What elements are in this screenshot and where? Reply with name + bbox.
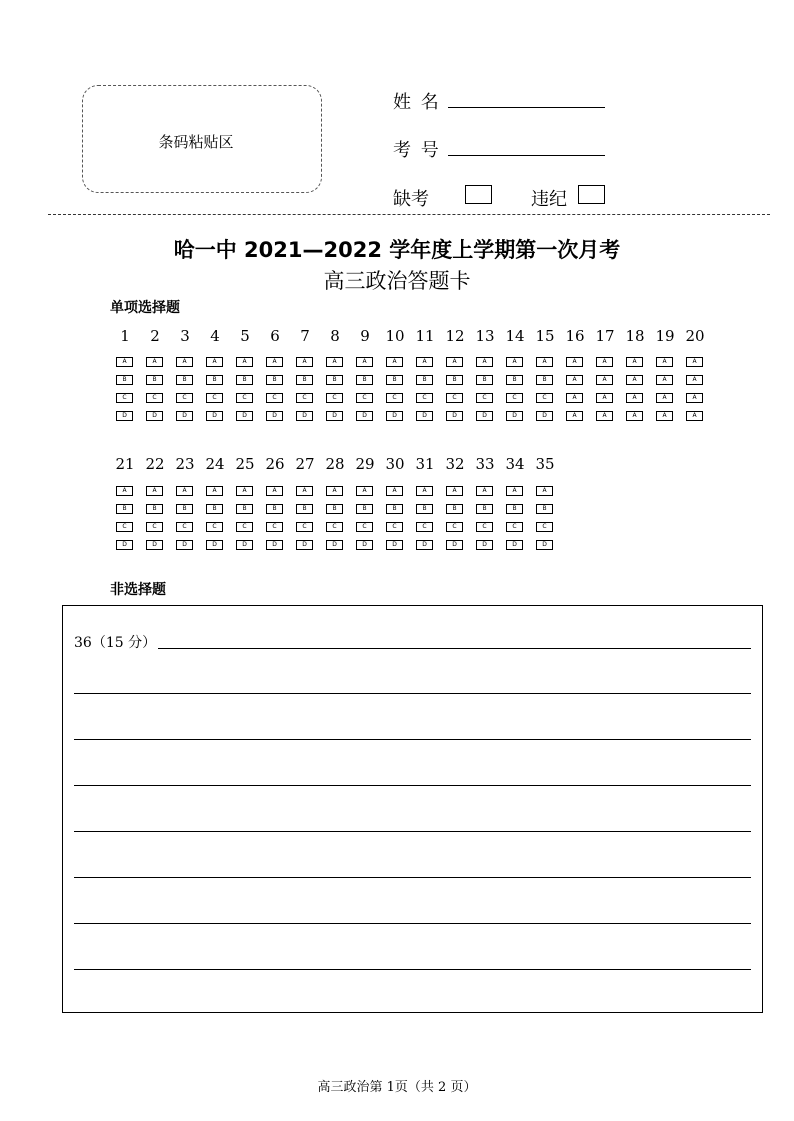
answer-bubble[interactable]: D	[296, 411, 313, 421]
answer-bubble[interactable]: A	[536, 357, 553, 367]
answer-bubble[interactable]: B	[326, 504, 343, 514]
answer-bubble[interactable]: A	[626, 393, 643, 403]
answer-bubble[interactable]: A	[446, 486, 463, 496]
answer-bubble[interactable]: B	[146, 375, 163, 385]
answer-bubble[interactable]: D	[476, 411, 493, 421]
question-number: 3	[180, 327, 190, 345]
answer-bubble[interactable]: B	[476, 504, 493, 514]
answer-bubble[interactable]: C	[266, 393, 283, 403]
answer-bubble[interactable]: C	[536, 522, 553, 532]
answer-bubble[interactable]: A	[566, 411, 583, 421]
answer-bubble[interactable]: A	[266, 486, 283, 496]
violation-checkbox[interactable]	[578, 185, 605, 204]
question-number: 8	[330, 327, 340, 345]
answer-bubble[interactable]: A	[326, 357, 343, 367]
answer-bubble[interactable]: A	[566, 393, 583, 403]
answer-bubble[interactable]: A	[236, 486, 253, 496]
answer-bubble[interactable]: B	[146, 504, 163, 514]
answer-bubble[interactable]: D	[176, 411, 193, 421]
answer-bubble[interactable]: B	[446, 375, 463, 385]
question-number: 20	[685, 327, 705, 345]
absent-label: 缺考	[393, 189, 429, 210]
answer-bubble[interactable]: A	[686, 393, 703, 403]
answer-bubble[interactable]: D	[506, 540, 523, 550]
answer-bubble[interactable]: C	[176, 393, 193, 403]
exam-number-field[interactable]	[448, 155, 605, 156]
answer-bubble[interactable]: B	[206, 375, 223, 385]
answer-bubble[interactable]: A	[656, 393, 673, 403]
question-number: 1	[120, 327, 130, 345]
answer-bubble[interactable]: C	[236, 522, 253, 532]
answer-bubble[interactable]: C	[116, 522, 133, 532]
answer-bubble[interactable]: B	[506, 375, 523, 385]
question-number: 29	[355, 455, 375, 473]
answer-bubble[interactable]: B	[266, 504, 283, 514]
answer-bubble[interactable]: C	[296, 393, 313, 403]
question-number: 27	[295, 455, 315, 473]
answer-bubble[interactable]: C	[206, 522, 223, 532]
answer-bubble[interactable]: A	[626, 411, 643, 421]
answer-bubble[interactable]: D	[416, 540, 433, 550]
answer-bubble[interactable]: A	[686, 357, 703, 367]
answer-bubble[interactable]: A	[266, 357, 283, 367]
answer-bubble[interactable]: B	[266, 375, 283, 385]
answer-bubble[interactable]: A	[176, 357, 193, 367]
question-number: 23	[175, 455, 195, 473]
question-number: 9	[360, 327, 370, 345]
answer-bubble[interactable]: D	[356, 540, 373, 550]
question-number: 28	[325, 455, 345, 473]
question-number: 25	[235, 455, 255, 473]
answer-bubble[interactable]: C	[416, 393, 433, 403]
answer-bubble[interactable]: B	[236, 375, 253, 385]
answer-bubble[interactable]: D	[416, 411, 433, 421]
answer-bubble[interactable]: A	[116, 486, 133, 496]
name-label: 姓 名	[393, 92, 441, 113]
question-number: 12	[445, 327, 465, 345]
answer-line[interactable]	[74, 969, 751, 970]
answer-bubble[interactable]: A	[296, 486, 313, 496]
answer-bubble[interactable]: B	[296, 504, 313, 514]
question-number: 11	[415, 327, 435, 345]
question-number: 33	[475, 455, 495, 473]
answer-bubble[interactable]: A	[296, 357, 313, 367]
answer-bubble[interactable]: A	[596, 411, 613, 421]
answer-bubble[interactable]: C	[446, 393, 463, 403]
page-subtitle: 高三政治答题卡	[323, 269, 471, 293]
answer-bubble[interactable]: D	[326, 411, 343, 421]
question-number: 34	[505, 455, 525, 473]
answer-bubble[interactable]: B	[296, 375, 313, 385]
answer-bubble[interactable]: A	[536, 486, 553, 496]
answer-bubble[interactable]: A	[386, 486, 403, 496]
answer-bubble[interactable]: B	[416, 375, 433, 385]
essay-answer-box	[62, 605, 763, 1013]
answer-bubble[interactable]: B	[356, 504, 373, 514]
answer-bubble[interactable]: D	[236, 540, 253, 550]
answer-bubble[interactable]: B	[536, 375, 553, 385]
answer-bubble[interactable]: D	[536, 411, 553, 421]
answer-bubble[interactable]: D	[296, 540, 313, 550]
answer-bubble[interactable]: C	[236, 393, 253, 403]
answer-bubble[interactable]: C	[386, 522, 403, 532]
answer-bubble[interactable]: C	[476, 522, 493, 532]
answer-bubble[interactable]: D	[476, 540, 493, 550]
answer-bubble[interactable]: A	[146, 486, 163, 496]
answer-bubble[interactable]: A	[476, 486, 493, 496]
answer-bubble[interactable]: A	[176, 486, 193, 496]
answer-bubble[interactable]: D	[386, 540, 403, 550]
answer-bubble[interactable]: D	[266, 411, 283, 421]
absent-checkbox[interactable]	[465, 185, 492, 204]
question-number: 10	[385, 327, 405, 345]
page-footer: 高三政治第 1页（共 2 页）	[317, 1080, 477, 1095]
answer-bubble[interactable]: B	[176, 504, 193, 514]
answer-bubble[interactable]: A	[686, 411, 703, 421]
essay-section-title: 非选择题	[110, 582, 166, 598]
barcode-label: 条码粘贴区	[158, 133, 234, 151]
answer-bubble[interactable]: D	[206, 540, 223, 550]
answer-bubble[interactable]: C	[416, 522, 433, 532]
answer-bubble[interactable]: A	[356, 486, 373, 496]
answer-bubble[interactable]: B	[386, 504, 403, 514]
answer-bubble[interactable]: B	[176, 375, 193, 385]
answer-bubble[interactable]: C	[326, 393, 343, 403]
answer-bubble[interactable]: D	[146, 540, 163, 550]
answer-bubble[interactable]: D	[386, 411, 403, 421]
answer-bubble[interactable]: D	[326, 540, 343, 550]
answer-bubble[interactable]: D	[536, 540, 553, 550]
answer-bubble[interactable]: A	[236, 357, 253, 367]
answer-bubble[interactable]: B	[236, 504, 253, 514]
answer-bubble[interactable]: B	[356, 375, 373, 385]
answer-bubble[interactable]: A	[626, 375, 643, 385]
answer-bubble[interactable]: C	[266, 522, 283, 532]
question-number: 31	[415, 455, 435, 473]
answer-bubble[interactable]: C	[386, 393, 403, 403]
question-number: 7	[300, 327, 310, 345]
answer-bubble[interactable]: D	[176, 540, 193, 550]
answer-bubble[interactable]: A	[416, 486, 433, 496]
question-number: 32	[445, 455, 465, 473]
answer-bubble[interactable]: C	[356, 522, 373, 532]
answer-bubble[interactable]: C	[296, 522, 313, 532]
question-number: 26	[265, 455, 285, 473]
answer-bubble[interactable]: A	[626, 357, 643, 367]
answer-bubble[interactable]: A	[596, 357, 613, 367]
answer-bubble[interactable]: D	[356, 411, 373, 421]
violation-label: 违纪	[531, 189, 567, 210]
answer-bubble[interactable]: C	[506, 522, 523, 532]
answer-bubble[interactable]: A	[206, 486, 223, 496]
answer-bubble[interactable]: A	[476, 357, 493, 367]
answer-bubble[interactable]: C	[146, 522, 163, 532]
question-number: 24	[205, 455, 225, 473]
answer-line[interactable]	[74, 923, 751, 924]
answer-bubble[interactable]: C	[506, 393, 523, 403]
answer-bubble[interactable]: C	[446, 522, 463, 532]
answer-bubble[interactable]: A	[596, 375, 613, 385]
answer-bubble[interactable]: C	[356, 393, 373, 403]
answer-bubble[interactable]: B	[326, 375, 343, 385]
answer-bubble[interactable]: B	[386, 375, 403, 385]
answer-line[interactable]	[158, 648, 751, 649]
question-number: 4	[210, 327, 220, 345]
question-number: 14	[505, 327, 525, 345]
answer-bubble[interactable]: C	[206, 393, 223, 403]
answer-bubble[interactable]: D	[266, 540, 283, 550]
answer-bubble[interactable]: B	[206, 504, 223, 514]
question-number: 2	[150, 327, 160, 345]
answer-bubble[interactable]: D	[206, 411, 223, 421]
answer-bubble[interactable]: A	[416, 357, 433, 367]
answer-bubble[interactable]: C	[536, 393, 553, 403]
question-number: 17	[595, 327, 615, 345]
answer-bubble[interactable]: C	[176, 522, 193, 532]
cut-line	[48, 214, 770, 215]
question-number: 22	[145, 455, 165, 473]
answer-bubble[interactable]: A	[656, 375, 673, 385]
answer-bubble[interactable]: A	[506, 486, 523, 496]
answer-bubble[interactable]: D	[236, 411, 253, 421]
question-number: 21	[115, 455, 135, 473]
answer-bubble[interactable]: A	[656, 411, 673, 421]
answer-bubble[interactable]: A	[686, 375, 703, 385]
answer-bubble[interactable]: B	[536, 504, 553, 514]
question-number: 19	[655, 327, 675, 345]
answer-bubble[interactable]: A	[206, 357, 223, 367]
question-number: 18	[625, 327, 645, 345]
answer-line[interactable]	[74, 739, 751, 740]
answer-bubble[interactable]: A	[326, 486, 343, 496]
question-number: 35	[535, 455, 555, 473]
answer-bubble[interactable]: D	[446, 411, 463, 421]
answer-bubble[interactable]: A	[566, 357, 583, 367]
answer-bubble[interactable]: B	[116, 504, 133, 514]
question-number: 15	[535, 327, 555, 345]
question-number: 16	[565, 327, 585, 345]
question-number: 13	[475, 327, 495, 345]
answer-bubble[interactable]: A	[146, 357, 163, 367]
answer-bubble[interactable]: A	[356, 357, 373, 367]
answer-bubble[interactable]: A	[566, 375, 583, 385]
answer-line[interactable]	[74, 785, 751, 786]
answer-bubble[interactable]: A	[596, 393, 613, 403]
answer-bubble[interactable]: C	[116, 393, 133, 403]
answer-bubble[interactable]: A	[116, 357, 133, 367]
answer-bubble[interactable]: B	[116, 375, 133, 385]
answer-bubble[interactable]: D	[116, 411, 133, 421]
choice-section-title: 单项选择题	[110, 300, 180, 316]
answer-bubble[interactable]: D	[506, 411, 523, 421]
question-number: 6	[270, 327, 280, 345]
answer-line[interactable]	[74, 693, 751, 694]
answer-bubble[interactable]: C	[146, 393, 163, 403]
answer-bubble[interactable]: D	[146, 411, 163, 421]
answer-bubble[interactable]: B	[506, 504, 523, 514]
answer-line[interactable]	[74, 831, 751, 832]
question-36-label: 36（15 分）	[74, 635, 157, 651]
answer-bubble[interactable]: D	[116, 540, 133, 550]
answer-bubble[interactable]: A	[656, 357, 673, 367]
answer-bubble[interactable]: B	[416, 504, 433, 514]
answer-bubble[interactable]: A	[506, 357, 523, 367]
page-title: 哈一中 2021—2022 学年度上学期第一次月考	[173, 238, 621, 262]
answer-bubble[interactable]: A	[446, 357, 463, 367]
exam-number-label: 考 号	[393, 140, 441, 161]
question-number: 5	[240, 327, 250, 345]
question-number: 30	[385, 455, 405, 473]
answer-bubble[interactable]: C	[326, 522, 343, 532]
answer-bubble[interactable]: B	[476, 375, 493, 385]
answer-bubble[interactable]: C	[476, 393, 493, 403]
answer-bubble[interactable]: B	[446, 504, 463, 514]
answer-bubble[interactable]: D	[446, 540, 463, 550]
answer-line[interactable]	[74, 877, 751, 878]
answer-bubble[interactable]: A	[386, 357, 403, 367]
name-field[interactable]	[448, 107, 605, 108]
